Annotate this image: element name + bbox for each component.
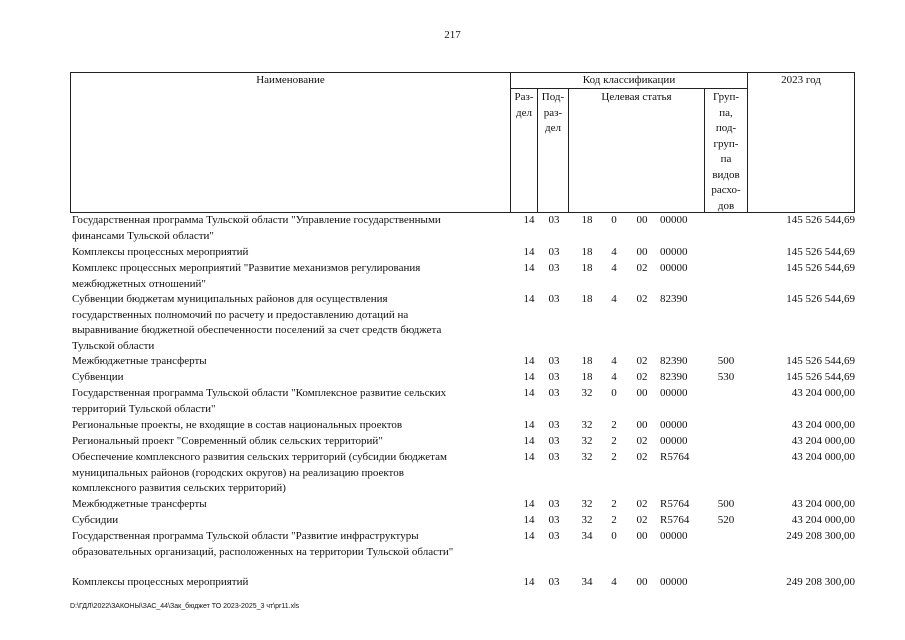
row-amount: 145 526 544,69	[786, 355, 855, 367]
header-border-right	[854, 72, 855, 213]
row-podrazdel: 03	[548, 576, 560, 588]
row-razdel: 14	[523, 451, 535, 463]
row-type: 4	[611, 355, 617, 367]
row-name: Субсидии	[72, 514, 119, 526]
row-podrazdel: 03	[548, 371, 560, 383]
row-program: 32	[581, 435, 593, 447]
row-code: 00000	[660, 576, 688, 588]
row-vid: 500	[717, 498, 735, 510]
row-razdel: 14	[523, 355, 535, 367]
file-path-footer: D:\ГДЛ\2022\ЗАКОНЫ\ЗАС_44\Зак_бюджет ТО 2023-2025_3 чт\pr11.xls	[70, 603, 300, 610]
row-subprogram: 02	[636, 293, 648, 305]
row-razdel: 14	[523, 498, 535, 510]
row-program: 18	[581, 293, 593, 305]
row-code: 00000	[660, 435, 688, 447]
header-razdel: Раз- дел	[514, 91, 534, 119]
row-subprogram: 00	[636, 387, 648, 399]
row-type: 0	[611, 214, 617, 226]
row-amount: 43 204 000,00	[791, 387, 855, 399]
row-subprogram: 02	[636, 514, 648, 526]
row-program: 32	[581, 514, 593, 526]
row-razdel: 14	[523, 576, 535, 588]
row-razdel: 14	[523, 246, 535, 258]
row-podrazdel: 03	[548, 530, 560, 542]
row-name: Обеспечение комплексного развития сельских территорий (субсидии бюджетам муниципальных районов (городских округов) на реализацию проектов комплексного развития сельских территорий)	[72, 451, 447, 494]
row-type: 4	[611, 246, 617, 258]
header-code: Код классификации	[582, 74, 676, 86]
row-podrazdel: 03	[548, 246, 560, 258]
row-amount: 43 204 000,00	[791, 451, 855, 463]
row-code: 82390	[660, 293, 688, 305]
row-podrazdel: 03	[548, 498, 560, 510]
header-year: 2023 год	[781, 74, 821, 86]
row-subprogram: 02	[636, 498, 648, 510]
row-subprogram: 00	[636, 530, 648, 542]
row-amount: 145 526 544,69	[786, 371, 855, 383]
row-name: Региональные проекты, не входящие в состав национальных проектов	[72, 419, 403, 431]
row-program: 32	[581, 498, 593, 510]
header-group: Груп- па, под- груп- па видов расхо- дов	[711, 91, 741, 212]
row-program: 32	[581, 451, 593, 463]
row-podrazdel: 03	[548, 451, 560, 463]
row-type: 2	[611, 435, 617, 447]
row-name: Межбюджетные трансферты	[72, 355, 207, 367]
row-vid: 520	[717, 514, 735, 526]
row-podrazdel: 03	[548, 419, 560, 431]
page-number: 217	[444, 29, 461, 41]
row-program: 18	[581, 214, 593, 226]
row-program: 18	[581, 371, 593, 383]
row-type: 4	[611, 262, 617, 274]
row-code: 00000	[660, 246, 688, 258]
row-amount: 43 204 000,00	[791, 498, 855, 510]
row-name: Межбюджетные трансферты	[72, 498, 207, 510]
row-amount: 249 208 300,00	[786, 576, 855, 588]
row-program: 18	[581, 246, 593, 258]
row-type: 2	[611, 514, 617, 526]
row-name: Государственная программа Тульской области "Развитие инфраструктуры образовательных организаций, расположенных на территории Тульской области"	[72, 530, 454, 558]
row-code: 82390	[660, 371, 688, 383]
row-code: 00000	[660, 262, 688, 274]
row-name: Комплексы процессных мероприятий	[72, 246, 249, 258]
row-razdel: 14	[523, 530, 535, 542]
row-code: 00000	[660, 387, 688, 399]
row-program: 34	[581, 530, 593, 542]
row-amount: 145 526 544,69	[786, 262, 855, 274]
row-amount: 145 526 544,69	[786, 246, 855, 258]
row-subprogram: 02	[636, 355, 648, 367]
row-name: Региональный проект "Современный облик сельских территорий"	[72, 435, 383, 447]
row-amount: 43 204 000,00	[791, 514, 855, 526]
row-subprogram: 00	[636, 576, 648, 588]
row-name: Субвенции	[72, 371, 124, 383]
row-podrazdel: 03	[548, 514, 560, 526]
row-podrazdel: 03	[548, 387, 560, 399]
row-subprogram: 00	[636, 419, 648, 431]
row-razdel: 14	[523, 514, 535, 526]
table-header	[70, 72, 855, 213]
row-name: Государственная программа Тульской области "Комплексное развитие сельских территорий Тульской области"	[72, 387, 447, 415]
row-amount: 43 204 000,00	[791, 435, 855, 447]
header-podrazdel: Под- раз- дел	[541, 91, 565, 134]
row-name: Субвенции бюджетам муниципальных районов для осуществления государственных полномочий по расчету и предоставлению дотаций на выравнивание бюджетной обеспеченности поселений за счет средств бюджета Тульской области	[72, 293, 442, 352]
row-razdel: 14	[523, 293, 535, 305]
row-type: 2	[611, 451, 617, 463]
row-subprogram: 00	[636, 246, 648, 258]
row-razdel: 14	[523, 387, 535, 399]
row-podrazdel: 03	[548, 293, 560, 305]
row-podrazdel: 03	[548, 262, 560, 274]
row-razdel: 14	[523, 214, 535, 226]
row-code: 00000	[660, 214, 688, 226]
row-razdel: 14	[523, 371, 535, 383]
row-subprogram: 02	[636, 451, 648, 463]
row-type: 2	[611, 498, 617, 510]
row-name: Государственная программа Тульской области "Управление государственными финансами Тульской области"	[72, 214, 441, 242]
row-podrazdel: 03	[548, 214, 560, 226]
row-program: 32	[581, 387, 593, 399]
row-vid: 530	[717, 371, 735, 383]
row-vid: 500	[717, 355, 735, 367]
row-program: 34	[581, 576, 593, 588]
row-subprogram: 02	[636, 435, 648, 447]
header-divider-podrazdel	[568, 88, 569, 213]
row-subprogram: 02	[636, 371, 648, 383]
row-program: 18	[581, 355, 593, 367]
row-program: 18	[581, 262, 593, 274]
row-program: 32	[581, 419, 593, 431]
row-razdel: 14	[523, 435, 535, 447]
header-target: Целевая статья	[601, 91, 672, 103]
row-type: 0	[611, 530, 617, 542]
row-amount: 43 204 000,00	[791, 419, 855, 431]
header-divider-code	[747, 72, 748, 213]
row-code: 00000	[660, 530, 688, 542]
row-razdel: 14	[523, 419, 535, 431]
row-type: 4	[611, 371, 617, 383]
row-name: Комплексы процессных мероприятий	[72, 576, 249, 588]
header-border-left	[70, 72, 71, 213]
row-amount: 145 526 544,69	[786, 293, 855, 305]
row-code: 00000	[660, 419, 688, 431]
row-subprogram: 00	[636, 214, 648, 226]
row-type: 4	[611, 576, 617, 588]
row-type: 0	[611, 387, 617, 399]
row-name: Комплекс процессных мероприятий "Развитие механизмов регулирования межбюджетных отношений"	[72, 262, 421, 290]
row-amount: 145 526 544,69	[786, 214, 855, 226]
row-type: 2	[611, 419, 617, 431]
row-subprogram: 02	[636, 262, 648, 274]
header-name: Наименование	[256, 74, 325, 86]
row-type: 4	[611, 293, 617, 305]
row-podrazdel: 03	[548, 355, 560, 367]
row-code: 82390	[660, 355, 688, 367]
row-code: R5764	[660, 451, 690, 463]
row-code: R5764	[660, 514, 690, 526]
row-podrazdel: 03	[548, 435, 560, 447]
row-razdel: 14	[523, 262, 535, 274]
row-amount: 249 208 300,00	[786, 530, 855, 542]
row-code: R5764	[660, 498, 690, 510]
